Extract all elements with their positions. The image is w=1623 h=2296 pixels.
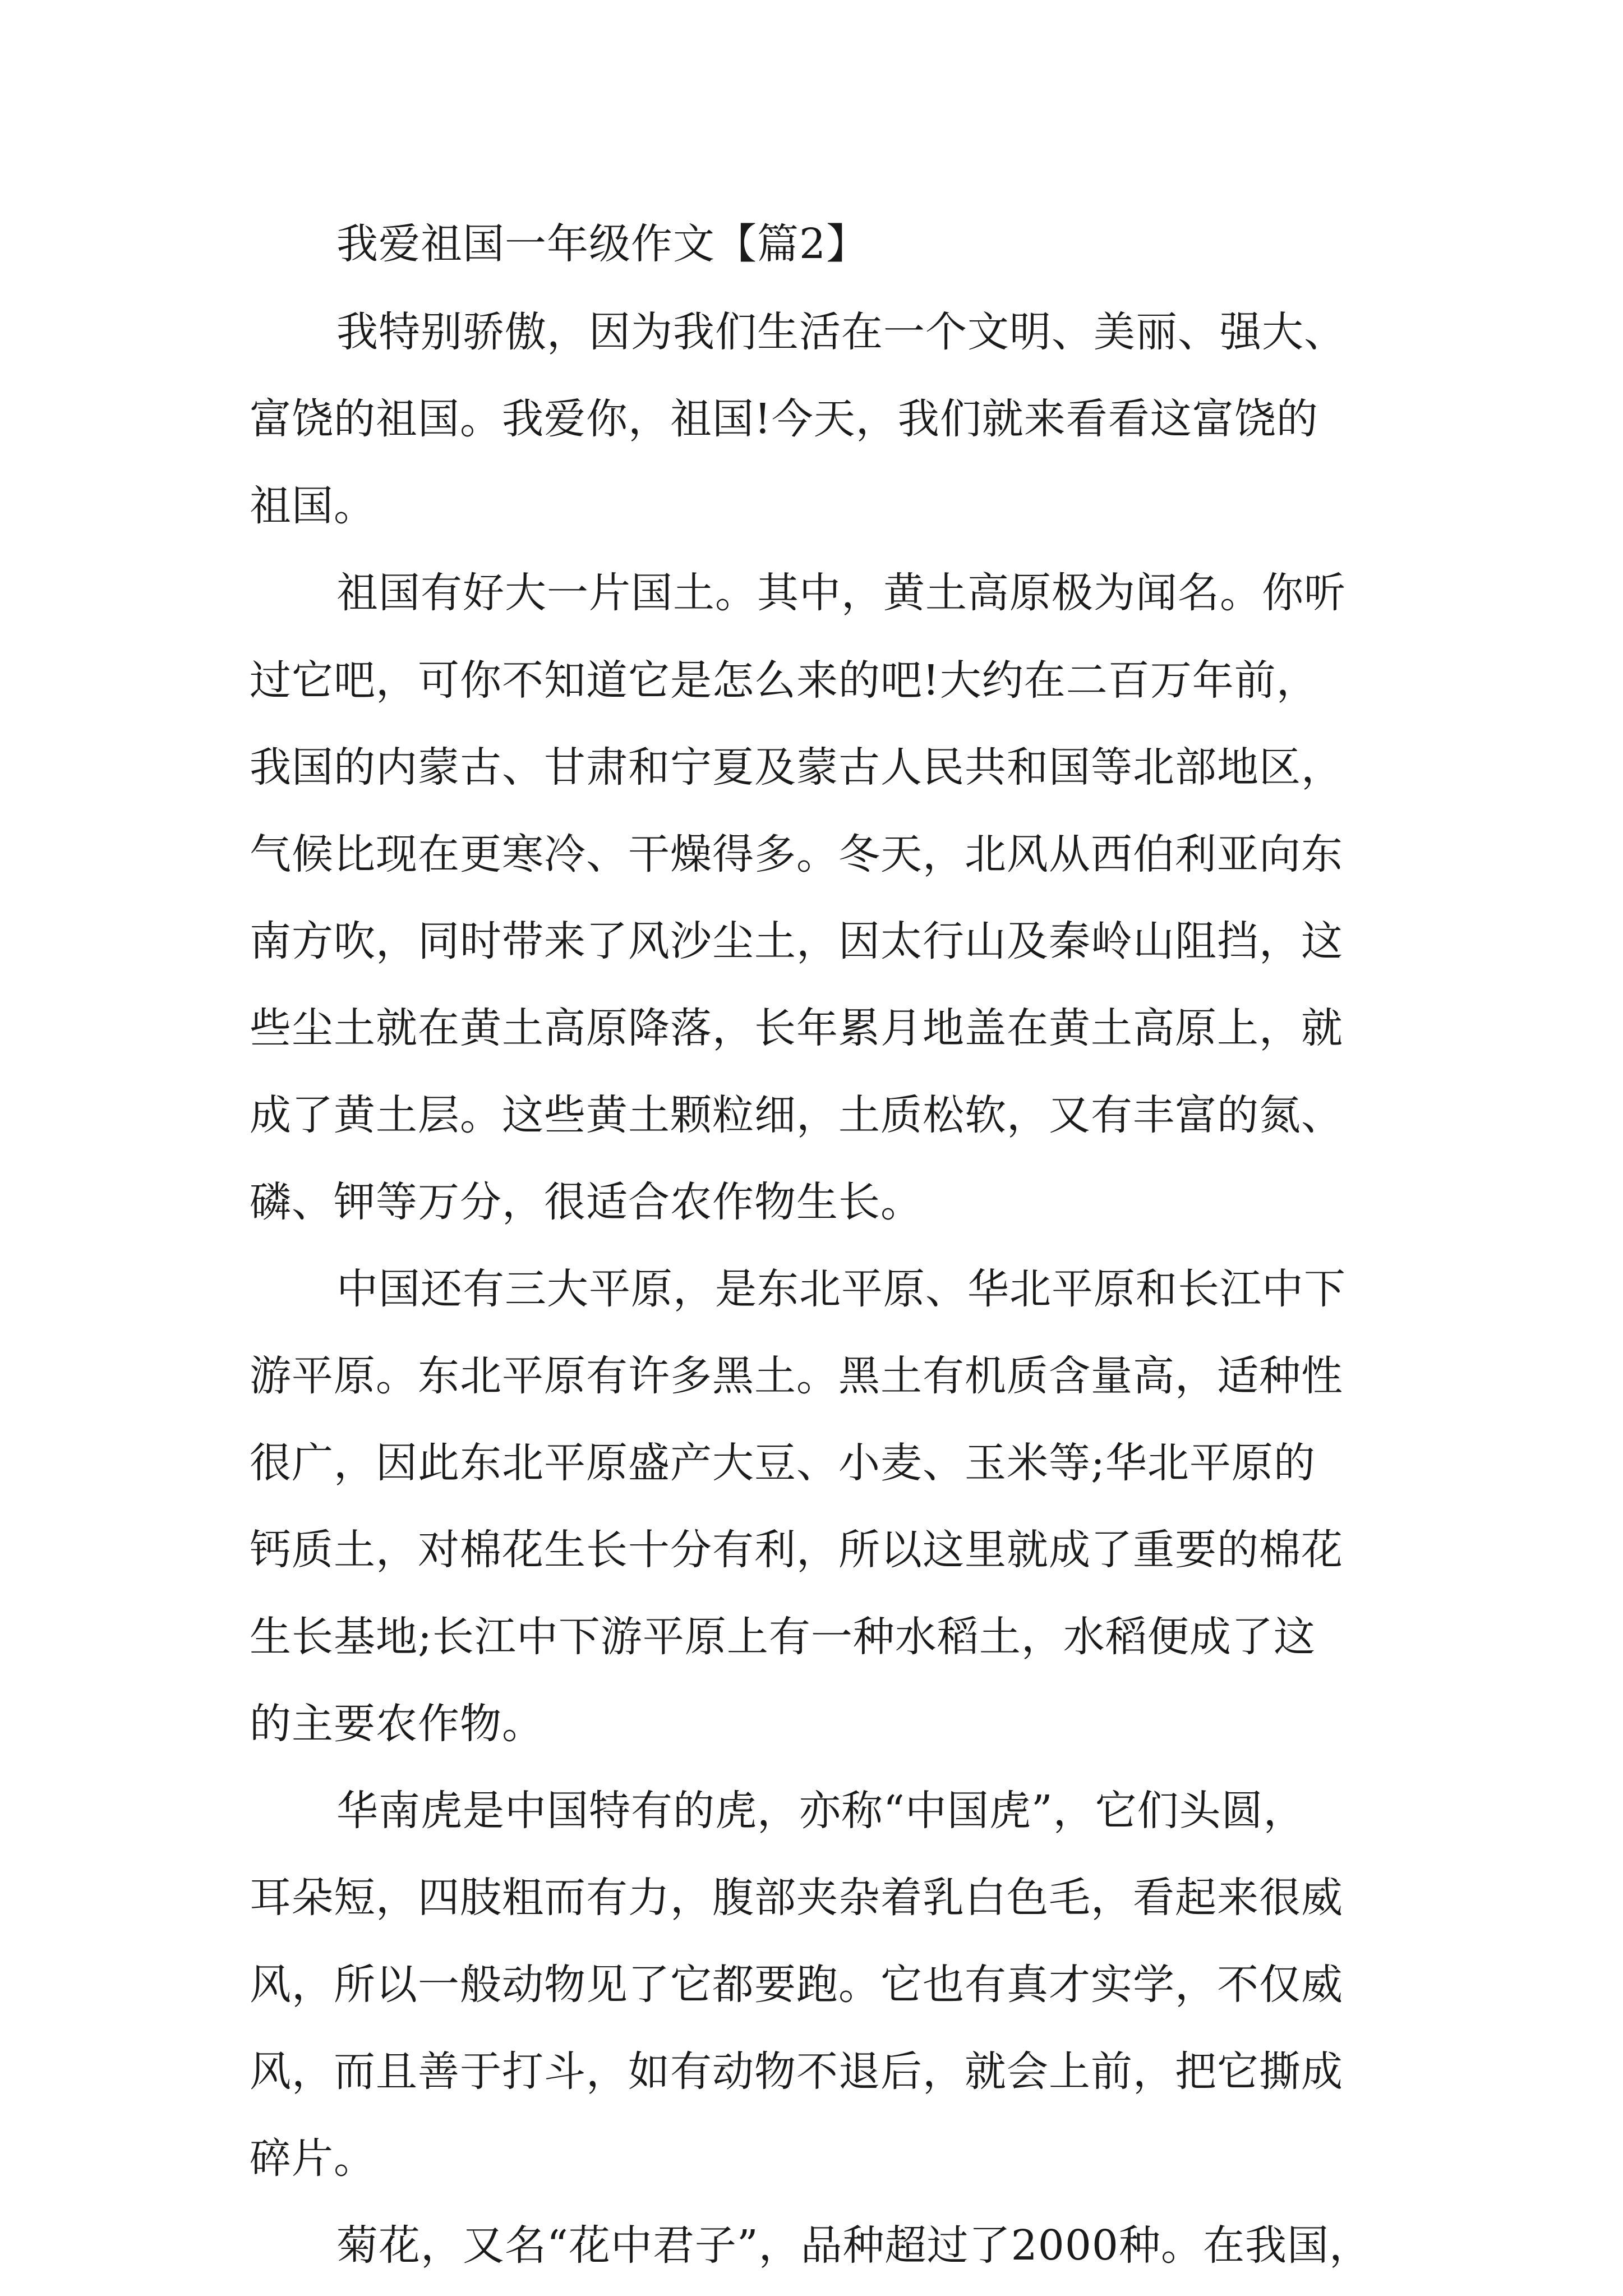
text-line: 我特别骄傲，因为我们生活在一个文明、美丽、强大、 — [336, 308, 1346, 356]
text-line: 风，而且善于打斗，如有动物不退后，就会上前，把它撕成 — [250, 2047, 1343, 2096]
text-line: 祖国有好大一片国土。其中，黄土高原极为闻名。你听 — [336, 569, 1346, 617]
text-line: 些尘土就在黄土高原降落，长年累月地盖在黄土高原上，就 — [250, 1004, 1343, 1052]
text-line: 的主要农作物。 — [250, 1700, 544, 1748]
text-line: 磷、钾等万分，很适合农作物生长。 — [250, 1178, 923, 1226]
document-title: 我爱祖国一年级作文【篇2】 — [336, 220, 869, 268]
text-line: 我国的内蒙古、甘肃和宁夏及蒙古人民共和国等北部地区， — [250, 743, 1343, 792]
text-line: 华南虎是中国特有的虎，亦称“中国虎”，它们头圆， — [336, 1787, 1306, 1835]
text-line: 祖国。 — [250, 482, 376, 530]
text-line: 过它吧，可你不知道它是怎么来的吧!大约在二百万年前， — [250, 656, 1318, 705]
text-line: 成了黄土层。这些黄土颗粒细，土质松软，又有丰富的氮、 — [250, 1091, 1343, 1139]
text-line: 游平原。东北平原有许多黑土。黑土有机质含量高，适种性 — [250, 1352, 1343, 1400]
text-line: 很广，因此东北平原盛产大豆、小麦、玉米等;华北平原的 — [250, 1439, 1316, 1487]
text-line: 碎片。 — [250, 2134, 376, 2183]
text-line: 菊花，又名“花中君子”，品种超过了2000种。在我国， — [336, 2221, 1371, 2270]
text-line: 气候比现在更寒冷、干燥得多。冬天，北风从西伯利亚向东 — [250, 830, 1343, 878]
text-line: 南方吹，同时带来了风沙尘土，因太行山及秦岭山阻挡，这 — [250, 917, 1343, 965]
text-line: 耳朵短，四肢粗而有力，腹部夹杂着乳白色毛，看起来很威 — [250, 1874, 1343, 1922]
text-line: 风，所以一般动物见了它都要跑。它也有真才实学，不仅威 — [250, 1961, 1343, 2009]
text-line: 生长基地;长江中下游平原上有一种水稻土，水稻便成了这 — [250, 1613, 1316, 1661]
text-line: 富饶的祖国。我爱你，祖国!今天，我们就来看看这富饶的 — [250, 395, 1318, 443]
text-line: 中国还有三大平原，是东北平原、华北平原和长江中下 — [336, 1265, 1346, 1313]
text-line: 钙质土，对棉花生长十分有利，所以这里就成了重要的棉花 — [250, 1526, 1343, 1574]
